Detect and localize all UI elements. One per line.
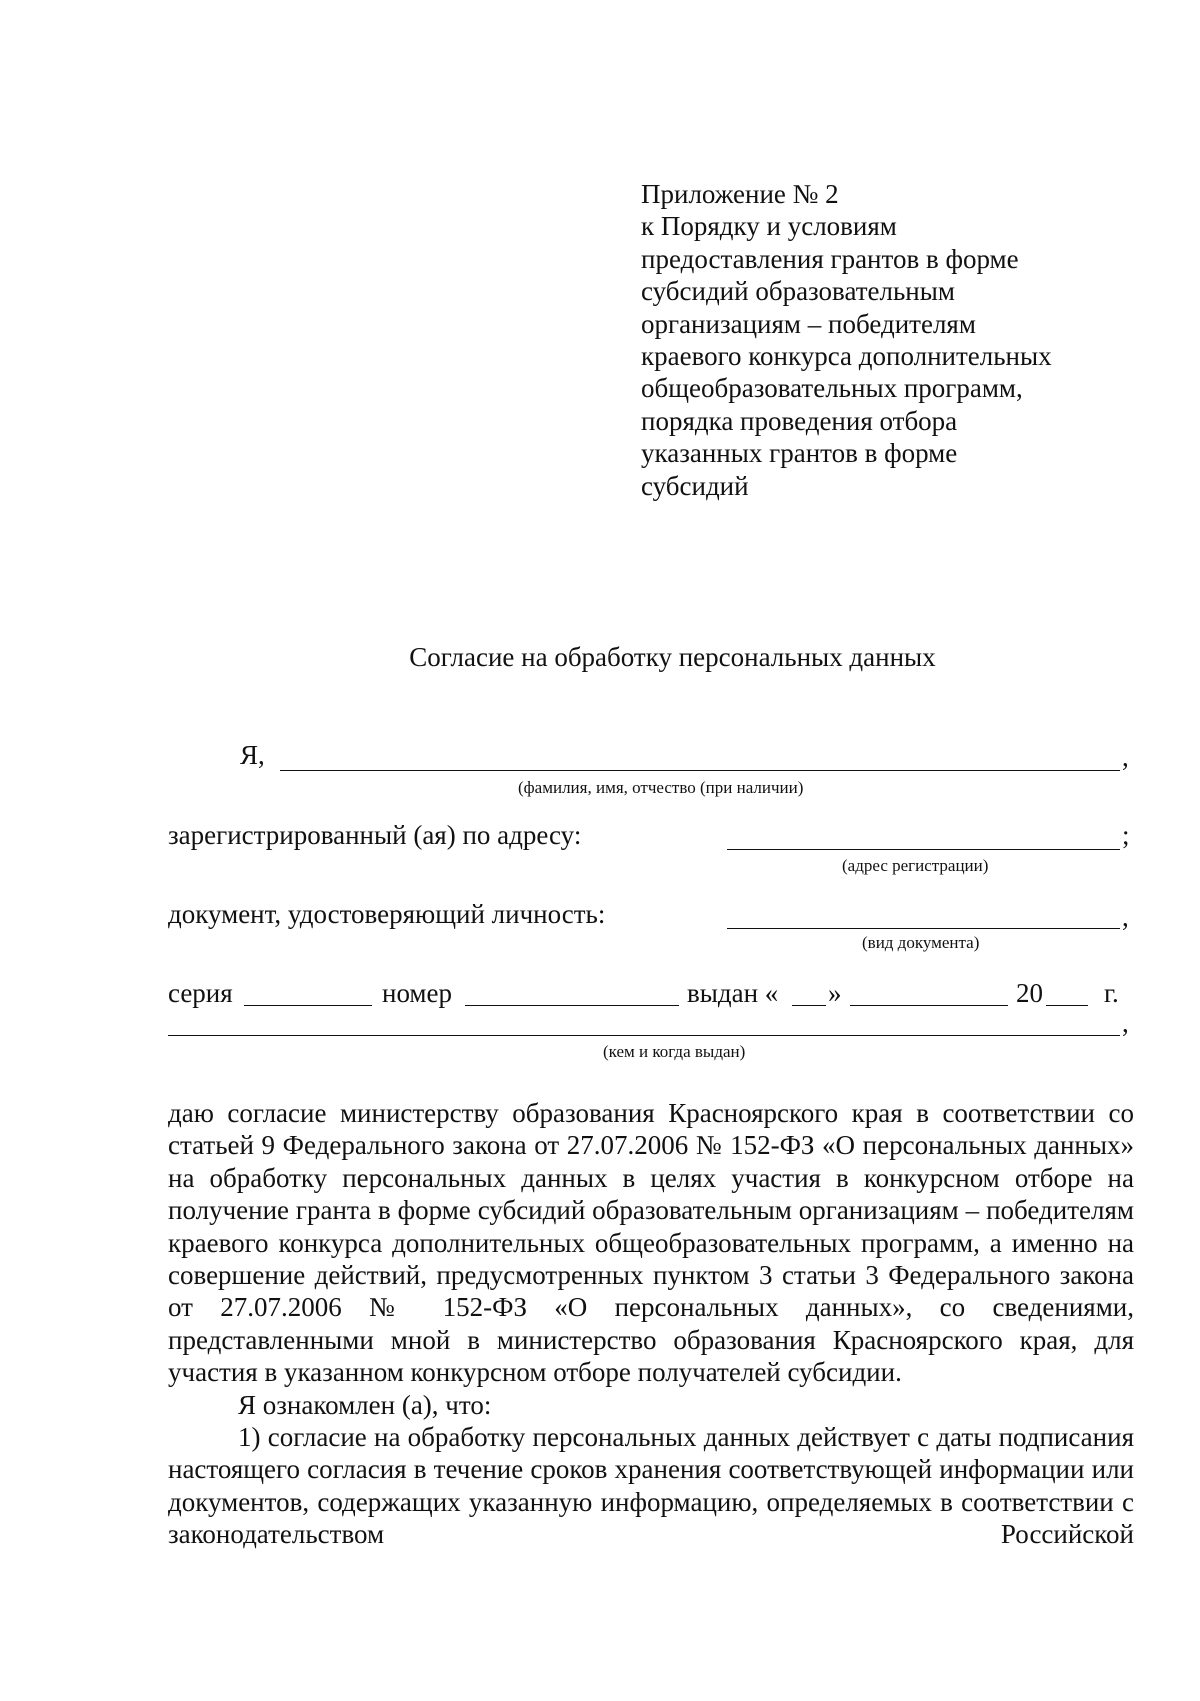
appendix-line: к Порядку и условиям <box>641 211 897 242</box>
issued-year-field[interactable] <box>1046 1005 1088 1006</box>
appendix-line: общеобразовательных программ, <box>641 373 1023 404</box>
document-title: Согласие на обработку персональных данных <box>409 642 936 672</box>
issued-by-comma: , <box>1122 1008 1129 1038</box>
consent-body <box>168 1097 1134 1551</box>
issued-label: выдан « <box>687 978 779 1008</box>
ya-label: Я, <box>240 740 265 770</box>
appendix-line: Приложение № 2 <box>641 179 839 209</box>
item-1: 1) согласие на обработку персональных данных действует с даты подписания настоящего согласия в течение сроков хранения соответствующей информации или документов, содержащих указанную информацию, определяемых в соответствии с законодательством Российской <box>168 1422 1134 1550</box>
issued-close-quote: » <box>828 978 842 1008</box>
appendix-line: предоставления грантов в форме <box>641 243 1019 274</box>
appendix-line: субсидий образовательным <box>641 276 955 307</box>
document-caption: (вид документа) <box>862 933 980 952</box>
address-field[interactable] <box>727 849 1120 850</box>
appendix-line: краевого конкурса дополнительных <box>641 341 1052 372</box>
issued-by-field[interactable] <box>168 1035 1120 1036</box>
issued-day-field[interactable] <box>792 1005 826 1006</box>
document-type-field[interactable] <box>727 928 1120 929</box>
year-suffix: г. <box>1104 978 1119 1008</box>
name-caption: (фамилия, имя, отчество (при наличии) <box>518 778 804 797</box>
issued-month-field[interactable] <box>850 1005 1008 1006</box>
consent-paragraph: даю согласие министерству образования Красноярского края в соответствии со статьей 9 Федерального закона от 27.07.2006 № 152-ФЗ «О персональных данных» на обработку персональных данных в целях участия в конкурсном отборе на получение гранта в форме субсидий образовательным организациям – победителям краевого конкурса дополнительных общеобразовательных программ, а именно на совершение действий, предусмотренных пунктом 3 статьи 3 Федерального закона от 27.07.2006 № 152-ФЗ «О персональных данных», со сведениями, представленными мной в министерство образования Красноярского края, для участия в указанном конкурсном отборе получателей субсидии. <box>168 1098 1134 1388</box>
appendix-line: порядка проведения отбора <box>641 405 958 436</box>
acknowledged-line: Я ознакомлен (а), что: <box>238 1389 492 1420</box>
series-label: серия <box>168 978 233 1008</box>
address-caption: (адрес регистрации) <box>842 856 989 875</box>
address-label: зарегистрированный (ая) по адресу: <box>168 820 582 850</box>
document-label: документ, удостоверяющий личность: <box>168 899 606 929</box>
series-field[interactable] <box>244 1005 372 1006</box>
appendix-line: субсидий <box>641 470 749 501</box>
number-label: номер <box>382 978 453 1008</box>
appendix-line: указанных грантов в форме <box>641 438 958 469</box>
document-comma: , <box>1122 902 1129 932</box>
appendix-header <box>641 178 1052 502</box>
name-comma: , <box>1122 742 1129 772</box>
issued-by-caption: (кем и когда выдан) <box>603 1042 746 1061</box>
year-prefix: 20 <box>1016 978 1043 1008</box>
full-name-field[interactable] <box>280 770 1120 771</box>
address-semicolon: ; <box>1122 820 1130 850</box>
number-field[interactable] <box>465 1005 679 1006</box>
appendix-line: организациям – победителям <box>641 308 976 339</box>
